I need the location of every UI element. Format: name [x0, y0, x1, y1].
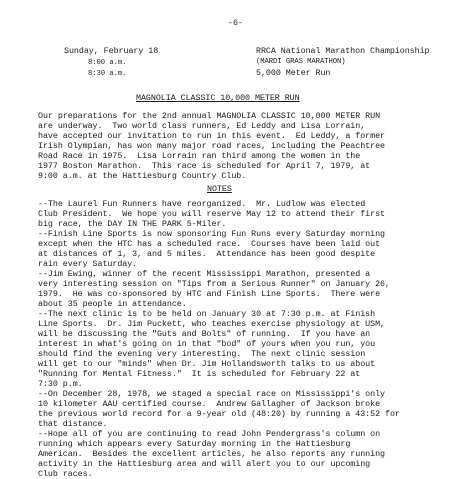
notes-line: American. Besides the excellent articles, he also reports any running [38, 449, 385, 459]
schedule-time: 8:00 a.m. [88, 59, 127, 67]
notes-line: running which appears every Saturday morning in the Hattiesburg [38, 439, 351, 449]
paragraph-line: 1977 Boston Marathon. This race is scheduled for April 7, 1979, at [38, 161, 371, 171]
notes-line: 7:30 p.m. [38, 379, 83, 389]
notes-line: Club President. We hope you will reserve May 12 to attend their first [38, 209, 385, 219]
notes-line: --Hope all of you are continuing to read John Pendergrass's column on [38, 429, 381, 439]
magnolia-heading: MAGNOLIA CLASSIC 10,000 METER RUN [136, 93, 300, 103]
notes-line: activity in the Hattiesburg area and will alert you to our upcoming [38, 459, 371, 469]
notes-heading: NOTES [207, 184, 232, 194]
notes-line: the previous world record for a 9-year old (48:20) by running a 43:52 for [38, 409, 400, 419]
notes-line: interest in what's going on in that "bod" of yours when you run, you [38, 339, 376, 349]
paragraph-line: Irish Olympian, has won many major road races, including the Peachtree [38, 141, 385, 151]
notes-line: big race, the DAY IN THE PARK 5-Miler. [38, 219, 227, 229]
notes-line: Line Sports. Dr. Jim Puckett, who teaches exercise physiology at USM, [38, 319, 385, 329]
notes-line: --Jim Ewing, winner of the recent Mississippi Marathon, presented a [38, 269, 371, 279]
notes-line: --On December 28, 1978, we staged a special race on Mississippi's only [38, 389, 385, 399]
notes-line: that distance. [38, 419, 108, 429]
paragraph-line: are underway. Two world class runners, Ed Leddy and Lisa Lorrain, [38, 121, 366, 131]
notes-line: 1979. He was co-sponsored by HTC and Finish Line Sports. There were [38, 289, 381, 299]
notes-line: rain every Saturday. [38, 259, 138, 269]
schedule-event: 5,000 Meter Run [256, 68, 331, 78]
notes-line: about 35 people in attendance. [38, 299, 187, 309]
schedule-date: Sunday, February 18 [64, 46, 159, 56]
paragraph-line: Our preparations for the 2nd annual MAGNOLIA CLASSIC 10,000 METER RUN [38, 111, 381, 121]
notes-line: --The next clinic is to be held on January 30 at 7:30 p.m. at Finish [38, 309, 376, 319]
notes-line: will get to our "minds" when Dr. Jim Hollandsworth talks to us about [38, 359, 376, 369]
notes-line: Club races. [38, 469, 93, 479]
notes-line: --Finish Line Sports is now sponsoring Fun Runs every Saturday morning [38, 229, 385, 239]
paragraph-line: have accepted our invitation to run in this event. Ed Leddy, a former [38, 131, 385, 141]
paragraph-line: Road Race in 1975. Lisa Lorrain ran third among the women in the [38, 151, 361, 161]
notes-line: except when the HTC has a scheduled race. Courses have been laid out [38, 239, 381, 249]
paragraph-line: 9:00 a.m. at the Hattiesburg Country Club. [38, 171, 247, 181]
schedule-event-subtitle: (MARDI GRAS MARATHON) [256, 58, 346, 66]
notes-line: "Running for Mental Fitness." It is scheduled for February 22 at [38, 369, 361, 379]
page-number: -6- [228, 18, 243, 28]
notes-line: will be discussing the "Guts and Bolts" of running. If you have an [38, 329, 371, 339]
notes-line: should find the evening very interesting. The next clinic session [38, 349, 366, 359]
notes-line: very interesting session on "Tips from a Serious Runner" on January 26, [38, 279, 390, 289]
notes-line: at distances of 1, 3, and 5 miles. Attendance has been good despite [38, 249, 376, 259]
notes-line: --The Laurel Fun Runners have reorganized. Mr. Ludlow was elected [38, 199, 366, 209]
notes-line: 10 kilometer AAU certified course. Andrew Gallagher of Jackson broke [38, 399, 381, 409]
schedule-event: RRCA National Marathon Championship [256, 46, 430, 56]
schedule-time: 8:30 a.m. [88, 70, 127, 78]
